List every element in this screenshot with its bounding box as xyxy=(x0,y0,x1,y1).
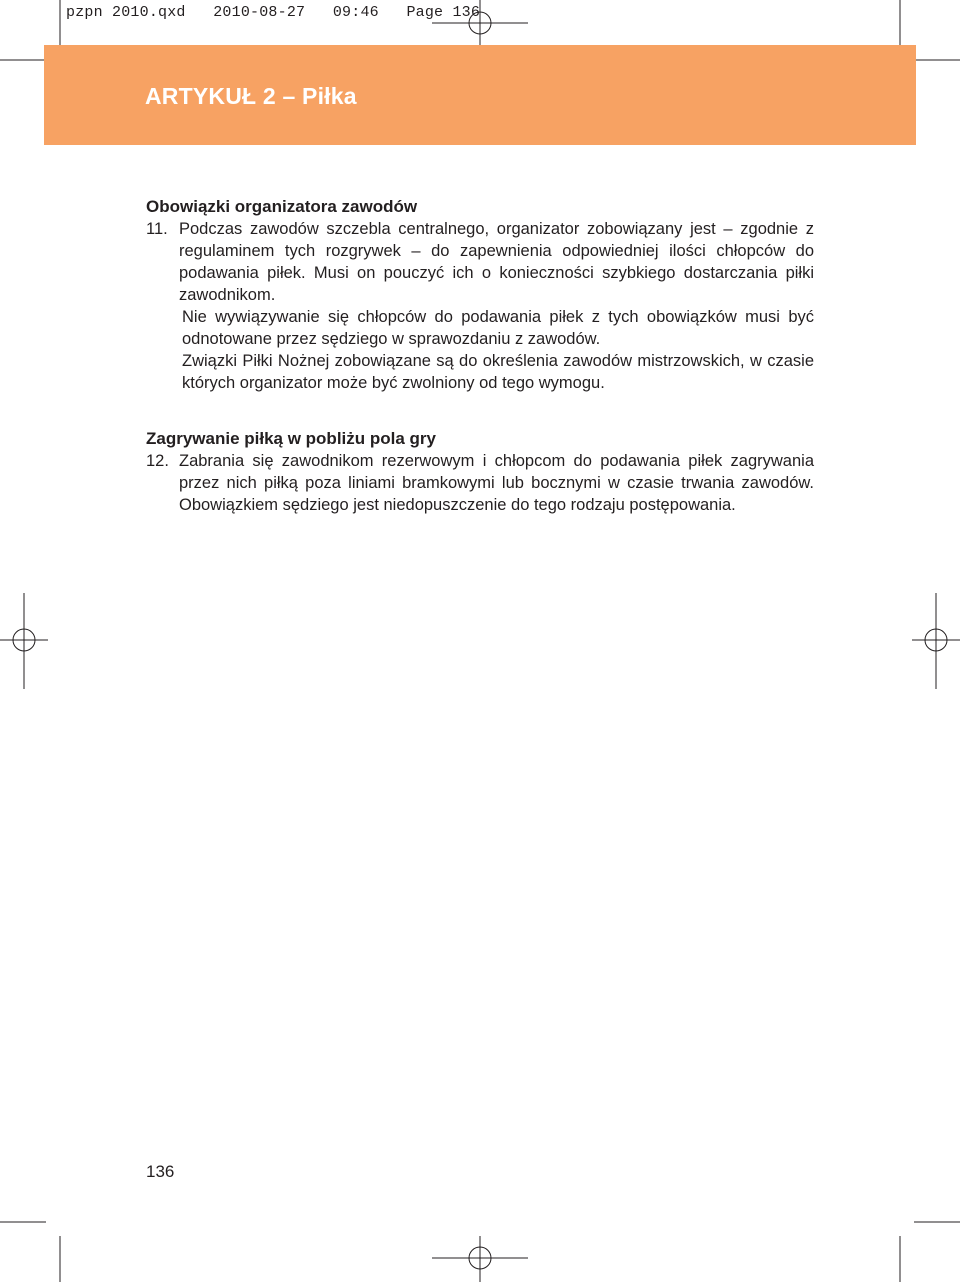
section-organizer-duties xyxy=(146,196,814,394)
page-number: 136 xyxy=(146,1162,175,1181)
clause-11 xyxy=(146,218,814,394)
print-slug-line: pzpn 2010.qxd 2010-08-27 09:46 Page 136 xyxy=(66,4,481,21)
clause-number: 11. xyxy=(146,220,168,238)
article-title: ARTYKUŁ 2 – Piłka xyxy=(145,83,357,109)
clause-12 xyxy=(146,450,814,516)
paragraph: Zabrania się zawodnikom rezerwowym i chłopcom do podawania piłek zagrywania przez nich piłką poza liniami bramkowymi lub bocznymi w czasie trwania zawodów. Obowiązkiem sędziego jest niedopuszczenie do tego rodzaju postępowania. xyxy=(179,452,814,514)
clause-body xyxy=(179,450,814,516)
section-ball-near-pitch xyxy=(146,428,814,516)
article-banner xyxy=(44,45,916,145)
paragraph: Podczas zawodów szczebla centralnego, organizator zobowiązany jest – zgodnie z regulaminem tych rozgrywek – do zapewnienia odpowiedniej ilości chłopców do podawania piłek. Musi on pouczyć ich o konieczności szybkiego dostarczania piłki zawodnikom. xyxy=(179,220,814,304)
section-heading: Obowiązki organizatora zawodów xyxy=(146,197,418,216)
article-content xyxy=(146,196,814,516)
section-heading: Zagrywanie piłką w pobliżu pola gry xyxy=(146,429,436,448)
paragraph: Związki Piłki Nożnej zobowiązane są do określenia zawodów mistrzowskich, w czasie których organizator może być zwolniony od tego wymogu. xyxy=(182,352,814,392)
clause-body xyxy=(179,218,814,394)
paragraph: Nie wywiązywanie się chłopców do podawania piłek z tych obowiązków musi być odnotowane przez sędziego w sprawozdaniu z zawodów. xyxy=(182,308,814,348)
clause-number: 12. xyxy=(146,452,169,470)
